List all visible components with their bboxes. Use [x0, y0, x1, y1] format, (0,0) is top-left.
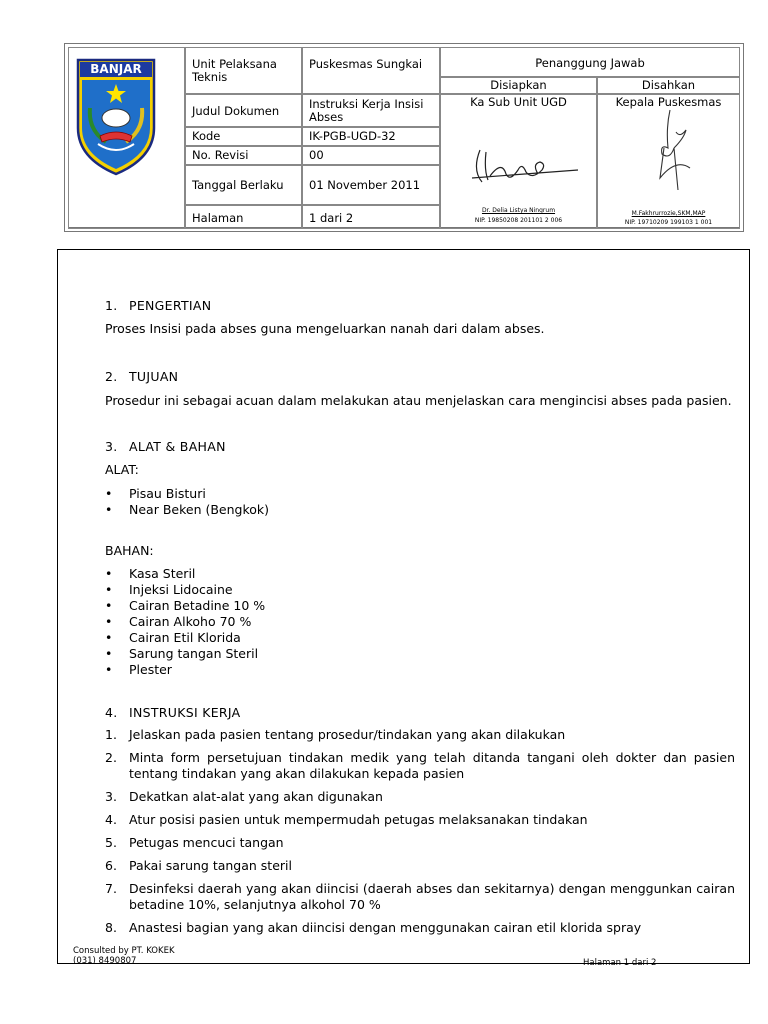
section-4-heading: [105, 705, 241, 720]
page-value: 1 dari 2: [309, 211, 354, 225]
step-number: 5.: [105, 835, 117, 850]
step-number: 8.: [105, 920, 117, 935]
step-number: 1.: [105, 727, 117, 742]
doc-title-label: Judul Dokumen: [192, 104, 280, 118]
list-item: • Pisau Bisturi: [105, 486, 269, 502]
step-text: Minta form persetujuan tindakan medik yang telah ditanda tangani oleh dokter dan pasien tentang tindakan yang akan dilakukan kepada pasien: [129, 750, 735, 781]
list-item: • Injeksi Lidocaine: [105, 582, 265, 598]
step-number: 2.: [105, 750, 117, 765]
step-text: Desinfeksi daerah yang akan diincisi (daerah abses dan sekitarnya) dengan menggunkan cairan betadine 10%, selanjutnya alkohol 70 %: [129, 881, 735, 912]
step-text: Anastesi bagian yang akan diincisi dengan menggunakan cairan etil klorida spray: [129, 920, 642, 935]
revision-label: No. Revisi: [192, 148, 249, 162]
list-item: • Plester: [105, 662, 265, 678]
logo-text: BANJAR: [90, 62, 142, 76]
approved-header-cell: [597, 77, 740, 94]
alat-label: ALAT:: [105, 462, 139, 477]
page-label-cell: [185, 205, 302, 229]
section-4-title: INSTRUKSI KERJA: [129, 705, 241, 720]
step-text: Atur posisi pasien untuk mempermudah petugas melaksanakan tindakan: [129, 812, 588, 827]
footer-consultant: Consulted by PT. KOKEK: [73, 946, 175, 956]
step-item: [105, 750, 735, 782]
unit-value: Puskesmas Sungkai: [309, 57, 423, 71]
section-1-text: Proses Insisi pada abses guna mengeluarkan nanah dari dalam abses.: [105, 321, 545, 336]
step-item: [105, 858, 735, 874]
bahan-label: BAHAN:: [105, 543, 154, 558]
section-3-number: 3.: [105, 439, 118, 454]
step-item: [105, 881, 735, 913]
step-text: Pakai sarung tangan steril: [129, 858, 292, 873]
section-4-number: 4.: [105, 705, 118, 720]
step-text: Petugas mencuci tangan: [129, 835, 284, 850]
bahan-list: [105, 566, 265, 678]
list-item: • Kasa Steril: [105, 566, 265, 582]
revision-label-cell: [185, 146, 302, 165]
approved-signature: [640, 108, 710, 193]
section-3-heading: [105, 439, 226, 454]
revision-value-cell: [302, 146, 440, 165]
list-item: • Cairan Etil Klorida: [105, 630, 265, 646]
approved-name: M.Fakhrurrozie,SKM,MAP: [631, 210, 706, 217]
prepared-header-cell: [440, 77, 597, 94]
prepared-role: Ka Sub Unit UGD: [470, 95, 567, 109]
step-item: [105, 835, 735, 851]
section-1-heading: [105, 298, 211, 313]
section-2-title: TUJUAN: [129, 369, 179, 384]
list-item: • Cairan Alkoho 70 %: [105, 614, 265, 630]
doc-title-value: Instruksi Kerja Insisi Abses: [309, 97, 424, 124]
code-label: Kode: [192, 129, 221, 143]
prepared-signature: [462, 140, 582, 190]
approved-nip: NIP. 19710209 199103 1 001: [624, 219, 713, 226]
section-2-heading: [105, 369, 178, 384]
section-1-title: PENGERTIAN: [129, 298, 212, 313]
step-item: [105, 727, 735, 743]
effective-value: 01 November 2011: [309, 178, 421, 192]
footer-phone: (031) 8490807: [73, 956, 137, 966]
list-item: • Sarung tangan Steril: [105, 646, 265, 662]
prepared-label: Disiapkan: [490, 78, 547, 92]
prepared-nip: NIP. 19850208 201101 2 006: [474, 217, 563, 224]
step-number: 6.: [105, 858, 117, 873]
step-number: 7.: [105, 881, 117, 896]
doc-title-label-cell: [185, 94, 302, 127]
responsible-cell: [440, 47, 740, 77]
step-number: 4.: [105, 812, 117, 827]
step-number: 3.: [105, 789, 117, 804]
doc-title-value-cell: [302, 94, 440, 127]
effective-label: Tanggal Berlaku: [192, 178, 284, 192]
section-3-title: ALAT & BAHAN: [129, 439, 226, 454]
footer-page-number: Halaman 1 dari 2: [583, 958, 657, 968]
section-2-text: Prosedur ini sebagai acuan dalam melakukan atau menjelaskan cara mengincisi abses pada pasien.: [105, 393, 732, 408]
unit-label-cell: [185, 47, 302, 94]
step-item: [105, 789, 735, 805]
section-1-number: 1.: [105, 298, 118, 313]
step-text: Dekatkan alat-alat yang akan digunakan: [129, 789, 383, 804]
list-item: • Near Beken (Bengkok): [105, 502, 269, 518]
instruction-steps: [105, 727, 735, 943]
unit-value-cell: [302, 47, 440, 94]
step-item: [105, 920, 735, 936]
effective-value-cell: [302, 165, 440, 205]
approved-label: Disahkan: [641, 78, 696, 92]
code-value-cell: [302, 127, 440, 146]
unit-label: Unit Pelaksana Teknis: [192, 57, 277, 84]
code-label-cell: [185, 127, 302, 146]
step-text: Jelaskan pada pasien tentang prosedur/tindakan yang akan dilakukan: [129, 727, 566, 742]
approved-role: Kepala Puskesmas: [615, 95, 722, 109]
page-value-cell: [302, 205, 440, 229]
step-item: [105, 812, 735, 828]
effective-label-cell: [185, 165, 302, 205]
responsible-label: Penanggung Jawab: [535, 56, 645, 70]
code-value: IK-PGB-UGD-32: [309, 129, 396, 143]
prepared-name: Dr. Delia Listya Ningrum: [481, 207, 556, 214]
revision-value: 00: [309, 148, 324, 162]
list-item: • Cairan Betadine 10 %: [105, 598, 265, 614]
page-label: Halaman: [192, 211, 244, 225]
banjar-logo: [76, 58, 156, 176]
section-2-number: 2.: [105, 369, 118, 384]
alat-list: [105, 486, 269, 518]
